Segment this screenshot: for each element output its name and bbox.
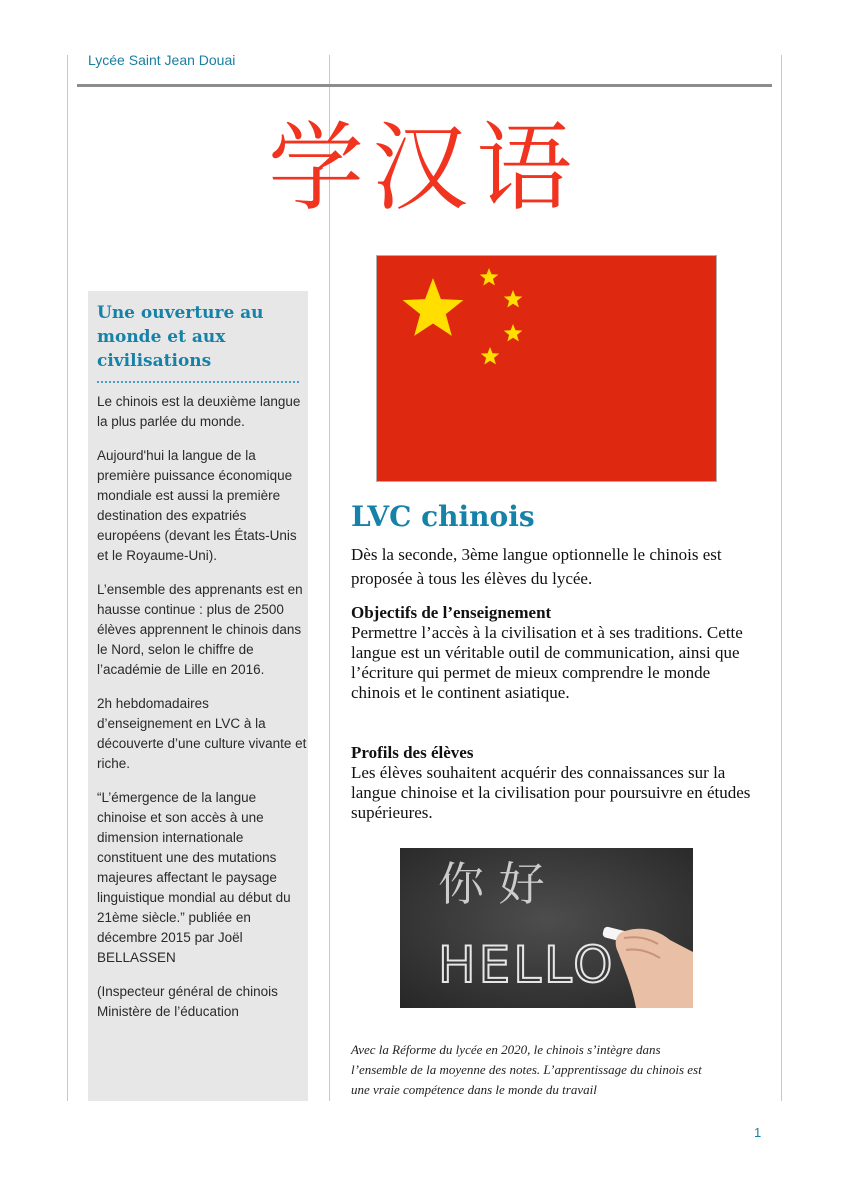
image-caption: Avec la Réforme du lycée en 2020, le chinois s’intègre dans l’ensemble de la moyenne des notes. L’apprentissage du chinois est une vraie compétence dans le monde du travail [351,1042,702,1097]
intro-text: Dès la seconde, 3ème langue optionnelle le chinois est proposée à tous les élèves du lycée. [351,545,722,588]
sidebar-paragraph: (Inspecteur général de chinois Ministère de l’éducation [97,984,278,1019]
sidebar-paragraph: 2h hebdomadaires d’enseignement en LVC à la découverte d’une culture vivante et riche. [97,696,307,771]
chalkboard-chinese-text: 你 好 [438,857,545,911]
main-title: LVC chinois [351,500,535,533]
sidebar-paragraph: Le chinois est la deuxième langue la plus parlée du monde. [97,394,301,429]
page-number: 1 [754,1125,762,1140]
sidebar-dotted-divider [97,381,299,383]
header-school-name: Lycée Saint Jean Douai [88,52,236,68]
sidebar-paragraph: “L’émergence de la langue chinoise et son accès à une dimension internationale constituent une des mutations majeures affectant le paysage linguistique mondial au début du 21ème siècle.” publiée en décembre 2015 par Joël BELLASSEN [97,790,291,965]
sidebar-heading: Une ouverture au monde et aux civilisations [97,303,264,371]
profiles-section [351,743,761,823]
chinese-title: 学汉语 [268,112,580,224]
objectives-text: Permettre l’accès à la civilisation et à ses traditions. Cette langue est un véritable outil de communication, ainsi que l’écriture qui permet de mieux comprendre le monde chinois et le continent asiatique. [351,623,743,702]
china-flag-image [376,255,717,482]
flag-background [376,255,717,482]
profiles-heading: Profils des élèves [351,743,474,762]
header-rule [77,84,772,87]
sidebar-paragraph: Aujourd'hui la langue de la première puissance économique mondiale est aussi la première destination des expatriés européens (devant les États-Unis et le Royaume-Uni). [97,448,297,563]
sidebar-paragraph: L’ensemble des apprenants est en hausse continue : plus de 2500 élèves apprennent le chinois dans le Nord, selon le chiffre de l’académie de Lille en 2016. [97,582,303,677]
sidebar-box [88,291,308,1101]
sidebar-body [97,392,307,1036]
objectives-section [351,603,761,703]
chalkboard-hello-text: HELLO [438,936,616,994]
chalkboard-hello-image [400,848,693,1008]
objectives-heading: Objectifs de l’enseignement [351,603,552,622]
profiles-text: Les élèves souhaitent acquérir des connaissances sur la langue chinoise et la civilisation pour poursuivre en études supérieures. [351,763,751,822]
